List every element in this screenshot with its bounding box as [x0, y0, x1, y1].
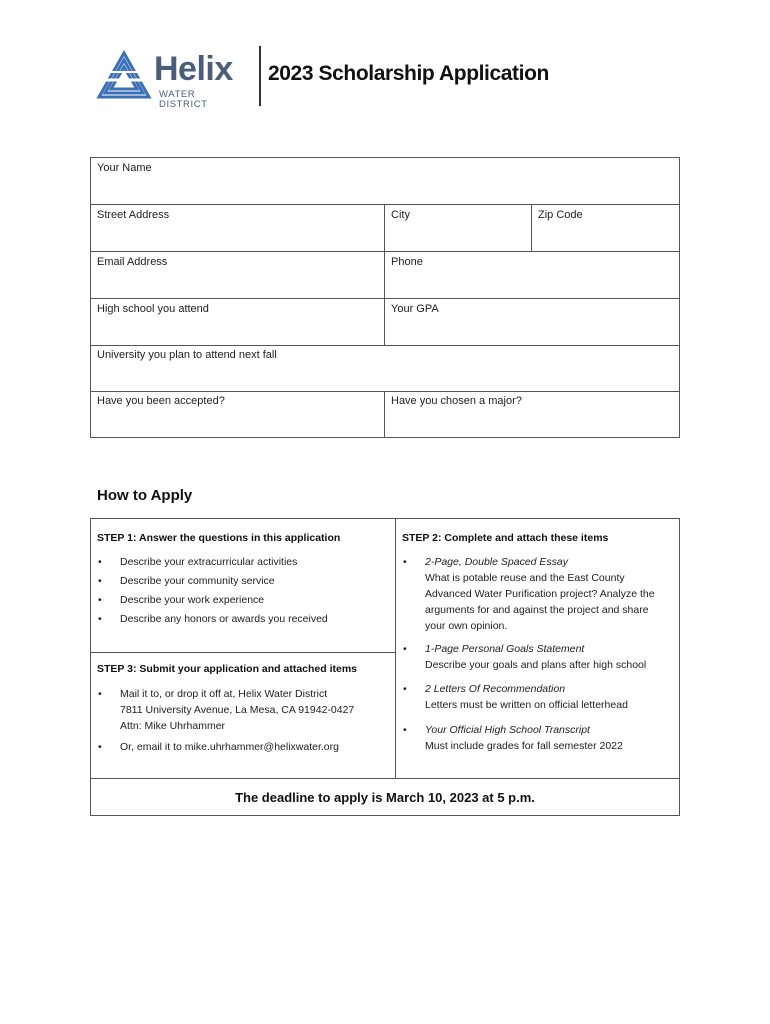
application-form	[90, 157, 680, 438]
helix-logo	[96, 50, 241, 110]
email-address-label: Email Address	[97, 256, 168, 268]
deadline-notice: The deadline to apply is March 10, 2023 at 5 p.m.	[235, 790, 535, 805]
bullet-icon: •	[403, 643, 407, 655]
bullet-icon: •	[403, 724, 407, 736]
logo-subtitle: WATER DISTRICT	[159, 89, 208, 110]
step3-item: • Mail it to, or drop it off at, Helix Water District 7811 University Avenue, La Mesa, CA 91942-0427 Attn: Mike Uhrhammer	[98, 688, 355, 732]
bullet-icon: •	[98, 613, 102, 625]
form-row-status	[91, 391, 679, 438]
bullet-icon: •	[98, 575, 102, 587]
how-to-apply-heading: How to Apply	[97, 487, 193, 504]
major-label: Have you chosen a major?	[391, 395, 522, 407]
accepted-field[interactable]	[91, 391, 384, 438]
step2-item: • Your Official High School Transcript Must include grades for fall semester 2022	[403, 724, 623, 752]
step1-item: • Describe your extracurricular activities	[98, 556, 298, 568]
bullet-icon: •	[98, 556, 102, 568]
high-school-field[interactable]	[91, 299, 384, 345]
bullet-icon: •	[98, 594, 102, 606]
your-name-label: Your Name	[97, 162, 152, 174]
step3-item: • Or, email it to mike.uhrhammer@helixwater.org	[98, 741, 339, 753]
helix-triangle-logo-icon	[96, 50, 152, 102]
steps-vertical-divider	[395, 519, 396, 778]
your-name-field[interactable]	[91, 158, 679, 204]
step2-item: • 2 Letters Of Recommendation Letters must be written on official letterhead	[403, 683, 628, 711]
accepted-label: Have you been accepted?	[97, 395, 225, 407]
street-address-label: Street Address	[97, 209, 170, 221]
step1-item: • Describe your community service	[98, 575, 275, 587]
step1-title: STEP 1: Answer the questions in this application	[97, 532, 341, 544]
street-address-field[interactable]	[91, 205, 384, 251]
page-header	[96, 44, 696, 108]
step2-title: STEP 2: Complete and attach these items	[402, 532, 609, 544]
step2-item: • 1-Page Personal Goals Statement Describe your goals and plans after high school	[403, 643, 647, 671]
form-row-school	[91, 299, 679, 346]
steps-bottom-divider	[91, 778, 679, 779]
phone-field[interactable]	[385, 252, 679, 298]
steps-horizontal-divider	[91, 652, 395, 653]
step2-item: • 2-Page, Double Spaced Essay What is potable reuse and the East County Advanced Water Purification project? Analyze the arguments for and against the project and share your own opinion.	[403, 556, 655, 632]
gpa-label: Your GPA	[391, 303, 439, 315]
gpa-field[interactable]	[385, 299, 679, 345]
city-label: City	[391, 209, 410, 221]
step1-item: • Describe your work experience	[98, 594, 265, 606]
bullet-icon: •	[98, 688, 102, 700]
how-to-apply-table	[90, 518, 680, 816]
zip-code-field[interactable]	[532, 205, 679, 251]
form-row-contact	[91, 252, 679, 299]
email-address-field[interactable]	[91, 252, 384, 298]
bullet-icon: •	[403, 556, 407, 568]
phone-label: Phone	[391, 256, 423, 268]
bullet-icon: •	[98, 741, 102, 753]
form-row-address	[91, 205, 679, 252]
major-field[interactable]	[385, 391, 679, 438]
form-row-university	[91, 345, 679, 392]
university-label: University you plan to attend next fall	[97, 349, 277, 361]
zip-code-label: Zip Code	[538, 209, 583, 221]
form-row-name	[91, 158, 679, 205]
step3-title: STEP 3: Submit your application and attached items	[97, 663, 358, 675]
page-title: 2023 Scholarship Application	[268, 62, 549, 85]
logo-wordmark: Helix	[154, 50, 233, 88]
university-field[interactable]	[91, 345, 679, 391]
high-school-label: High school you attend	[97, 303, 209, 315]
step1-item: • Describe any honors or awards you received	[98, 613, 328, 625]
bullet-icon: •	[403, 683, 407, 695]
header-divider	[259, 46, 261, 106]
city-field[interactable]	[385, 205, 531, 251]
